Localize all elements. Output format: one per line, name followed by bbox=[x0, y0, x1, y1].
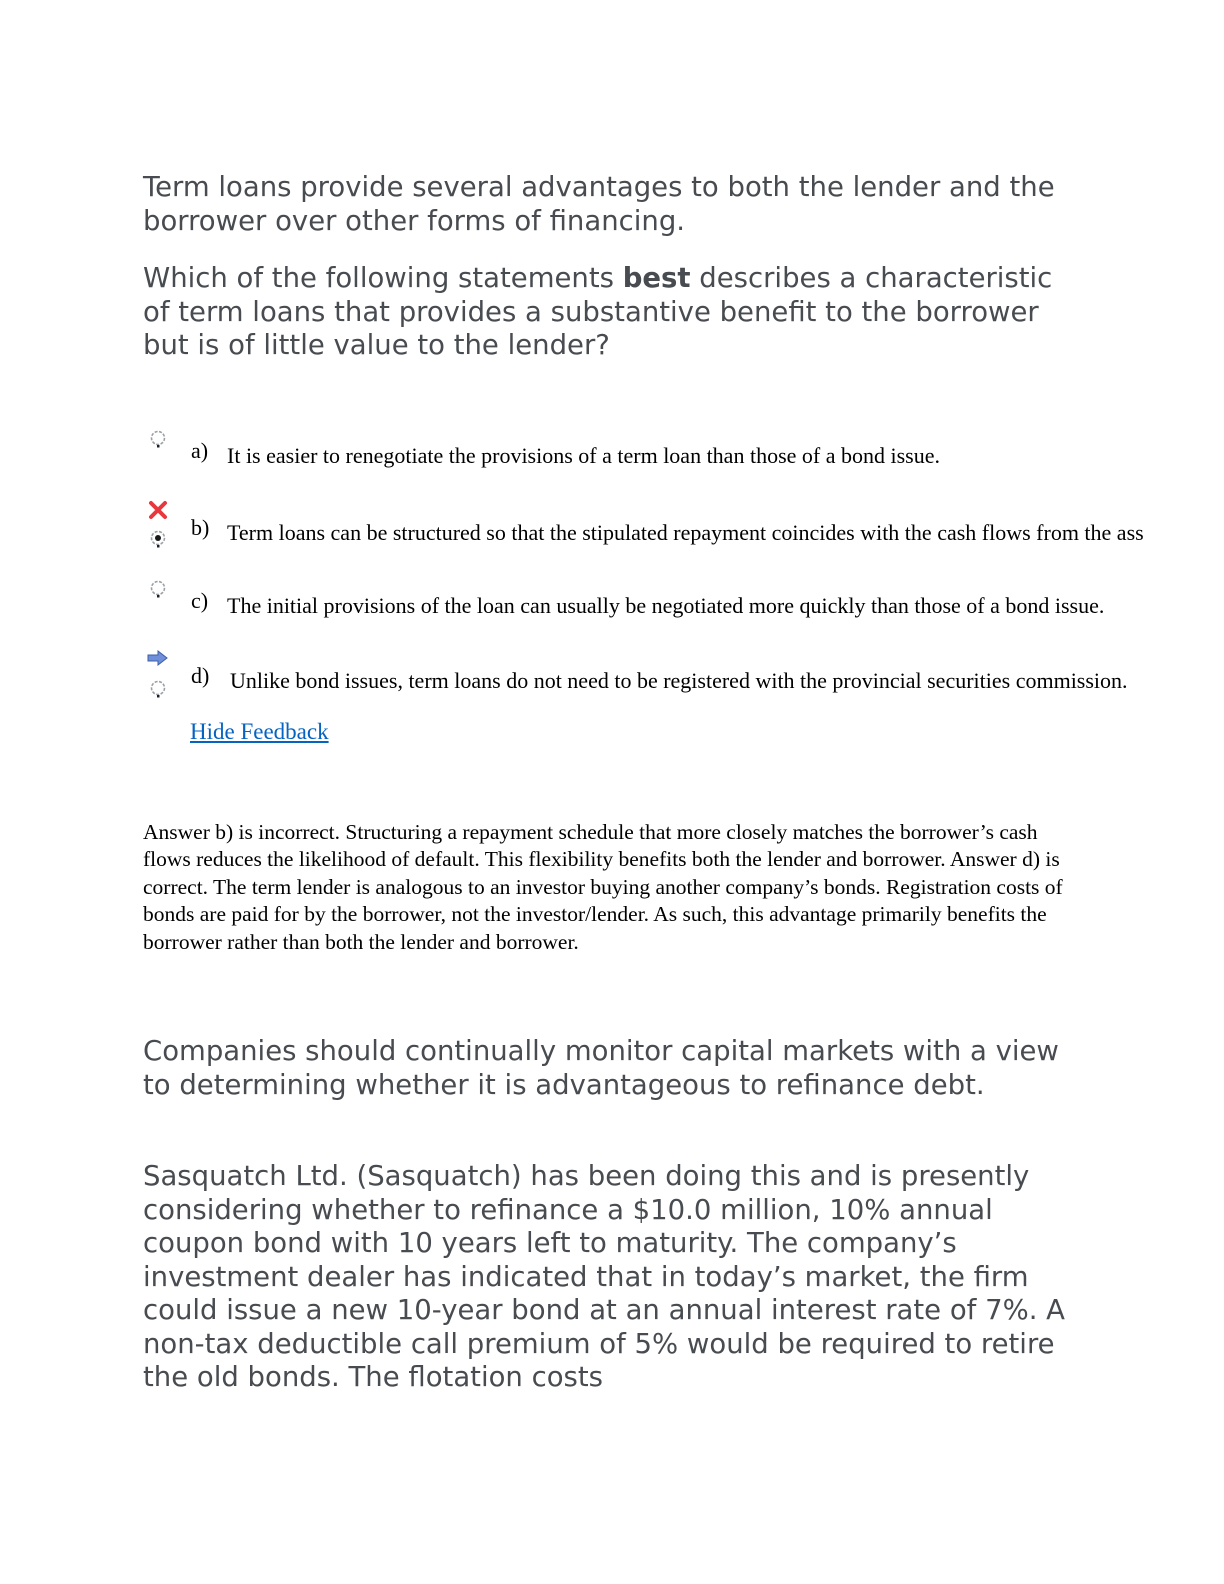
prompt-text-before: Which of the following statements bbox=[143, 262, 623, 294]
radio-icon[interactable] bbox=[149, 578, 169, 600]
answer-option-c[interactable] bbox=[146, 578, 1224, 638]
option-text: Term loans can be structured so that the stipulated repayment coincides with the cash flows from the ass bbox=[227, 520, 1144, 545]
question-scenario: Sasquatch Ltd. (Sasquatch) has been doing this and is presently considering whether to refinance a $10.0 million, 10% annual coupon bond with 10 years left to maturity. The company’s investment dealer has indicated that in today’s market, the firm could issue a new 10-year bond at an annual interest rate of 7%. A non-tax deductible call premium of 5% would be required to retire the old bonds. The flotation costs bbox=[143, 1160, 1065, 1393]
radio-icon[interactable] bbox=[149, 678, 169, 700]
radio-selected-icon[interactable] bbox=[149, 528, 169, 550]
feedback-text: Answer b) is incorrect. Structuring a repayment schedule that more closely matches the borrower’s cash flows reduces the likelihood of default. This flexibility benefits both the lender and borrower. Answer d) is correct. The term lender is analogous to an investor buying another company’s bonds. Registration costs of bonds are paid for by the borrower, not the investor/lender. As such, this advantage primarily benefits the borrower rather than both the lender and borrower. bbox=[143, 820, 1063, 954]
question-intro: Companies should continually monitor capital markets with a view to determining whether it is advantageous to refinance debt. bbox=[143, 1035, 1059, 1101]
option-text: Unlike bond issues, term loans do not need to be registered with the provincial securities commission. bbox=[230, 668, 1128, 693]
answer-option-d[interactable] bbox=[146, 648, 1224, 708]
option-text: The initial provisions of the loan can usually be negotiated more quickly than those of a bond issue. bbox=[227, 593, 1105, 618]
correct-arrow-icon bbox=[146, 650, 170, 666]
option-letter: c) bbox=[191, 588, 209, 613]
option-letter: d) bbox=[191, 663, 210, 688]
prompt-text-after: describes a characteristic of term loans that provides a substantive benefit to the borrower but is of little value to the lender? bbox=[143, 262, 1053, 361]
question-intro: Term loans provide several advantages to both the lender and the borrower over other forms of financing. bbox=[143, 171, 1055, 237]
incorrect-x-icon bbox=[148, 500, 168, 520]
radio-icon[interactable] bbox=[149, 428, 169, 450]
option-letter: a) bbox=[191, 438, 209, 463]
prompt-bold-word: best bbox=[622, 262, 691, 294]
option-text: It is easier to renegotiate the provisions of a term loan than those of a bond issue. bbox=[227, 443, 940, 468]
option-letter: b) bbox=[191, 515, 210, 540]
hide-feedback-link[interactable]: Hide Feedback bbox=[190, 719, 329, 744]
question-prompt bbox=[143, 262, 1083, 363]
answer-option-a[interactable] bbox=[146, 428, 1224, 488]
answer-option-b[interactable] bbox=[146, 498, 1224, 558]
